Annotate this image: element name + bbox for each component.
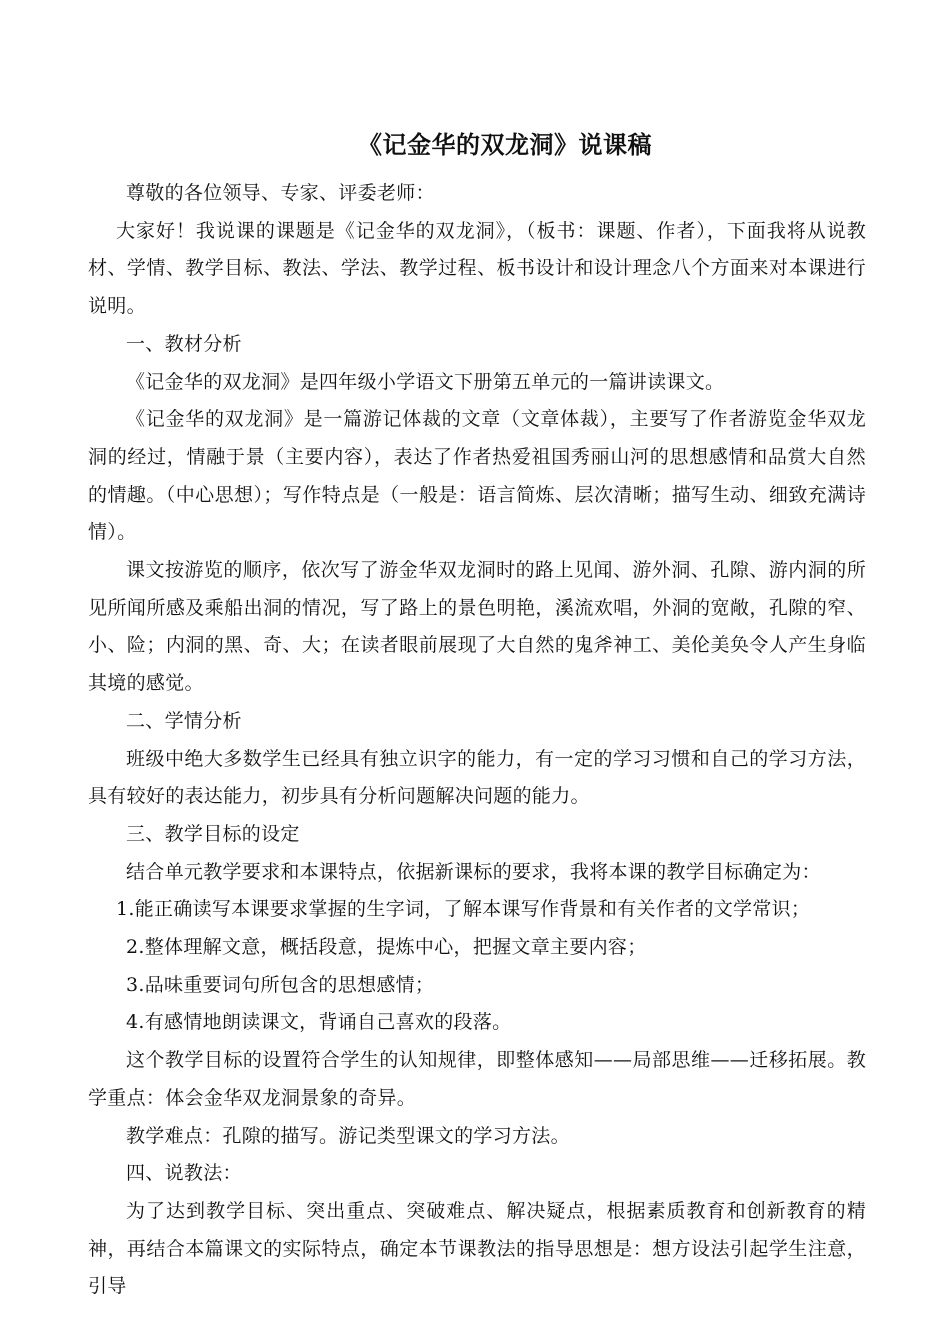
paragraph-textbook-structure: 课文按游览的顺序，依次写了游金华双龙洞时的路上见闻、游外洞、孔隙、游内洞的所见所闻所感及乘船出洞的情况，写了路上的景色明艳，溪流欢唱，外洞的宽敞，孔隙的窄、小、险；内洞的黑、奇、大；在读者眼前展现了大自然的鬼斧神工、美伦美奂令人产生身临其境的感觉。 xyxy=(88,559,866,695)
paragraph-goals-rationale: 这个教学目标的设置符合学生的认知规律，即整体感知——局部思维——迁移拓展。教学重点：体会金华双龙洞景象的奇异。 xyxy=(88,1049,866,1109)
paragraph-teaching-methods: 为了达到教学目标、突出重点、突破难点、解决疑点，根据素质教育和创新教育的精神，再结合本篇课文的实际特点，确定本节课教法的指导思想是：想方设法引起学生注意，引导 xyxy=(88,1199,866,1298)
opening-paragraph: 大家好！我说课的课题是《记金华的双龙洞》，（板书：课题、作者），下面我将从说教材、学情、教学目标、教法、学法、教学过程、板书设计和设计理念八个方面来对本课进行说明。 xyxy=(88,219,866,318)
goal-item-2: 2.整体理解文意，概括段意，提炼中心，把握文章主要内容； xyxy=(126,936,647,959)
goal-item-4: 4.有感情地朗读课文，背诵自己喜欢的段落。 xyxy=(126,1011,512,1034)
paragraph-textbook-intro: 《记金华的双龙洞》是四年级小学语文下册第五单元的一篇讲读课文。 xyxy=(126,370,725,393)
paragraph-textbook-content: 《记金华的双龙洞》是一篇游记体裁的文章（文章体裁），主要写了作者游览金华双龙洞的经过，情融于景（主要内容），表达了作者热爱祖国秀丽山河的思想感情和品赏大自然的情趣。（中心思想）；写作特点是（一般是：语言简炼、层次清晰；描写生动、细致充满诗情）。 xyxy=(88,408,866,544)
document-title: 《记金华的双龙洞》说课稿 xyxy=(358,131,652,159)
section-heading-teaching-goals: 三、教学目标的设定 xyxy=(126,822,300,845)
salutation: 尊敬的各位领导、专家、评委老师： xyxy=(126,182,435,204)
paragraph-student-analysis: 班级中绝大多数学生已经具有独立识字的能力，有一定的学习习惯和自己的学习方法，具有较好的表达能力，初步具有分析问题解决问题的能力。 xyxy=(88,747,866,808)
document-body xyxy=(88,175,866,1306)
paragraph-goals-intro: 结合单元教学要求和本课特点，依据新课标的要求，我将本课的教学目标确定为： xyxy=(126,860,821,883)
paragraph-teaching-difficulty: 教学难点：孔隙的描写。游记类型课文的学习方法。 xyxy=(126,1124,570,1147)
goal-item-1: 1.能正确读写本课要求掌握的生字词，了解本课写作背景和有关作者的文学常识； xyxy=(116,898,811,921)
section-heading-student-analysis: 二、学情分析 xyxy=(126,709,242,732)
goal-item-3: 3.品味重要词句所包含的思想感情； xyxy=(126,973,435,996)
section-heading-textbook-analysis: 一、教材分析 xyxy=(126,332,242,355)
section-heading-teaching-methods: 四、说教法： xyxy=(126,1162,242,1185)
